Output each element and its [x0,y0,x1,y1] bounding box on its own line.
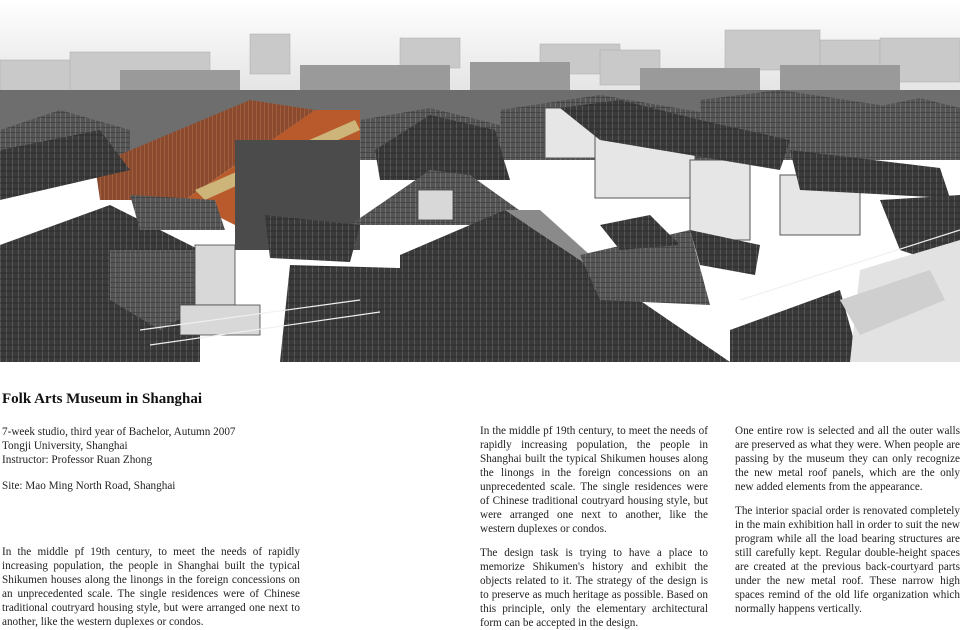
meta-university-line: Tongji University, Shanghai [2,440,128,452]
intro-paragraph-left: In the middle pf 19th century, to meet the needs of rapidly increasing population, the people in Shanghai built the typical Shikumen houses along the linongs in the foreign concessions on an unprecedented scale. The single residences were of Chinese traditional coutryard housing style, but were arranged one next to another, like the western duplexes or condos. [2,546,300,628]
project-title: Folk Arts Museum in Shanghai [2,391,203,407]
meta-studio-line: 7-week studio, third year of Bachelor, Autumn 2007 [2,426,236,438]
project-site: Site: Mao Ming North Road, Shanghai [2,480,176,492]
project-meta [2,425,302,467]
intro-paragraph-middle: In the middle pf 19th century, to meet the needs of rapidly increasing population, the people in Shanghai built the typical Shikumen houses along the linongs in the foreign concessions on an unprecedented scale. The single residences were of Chinese traditional coutryard housing style, but were arranged one next to another, like the western duplexes or condos. [480,425,708,535]
meta-instructor-line: Instructor: Professor Ruan Zhong [2,454,153,466]
design-task-paragraph: The design task is trying to have a place to memorize Shikumen's history and exhibit the objects related to it. The strategy of the design is to preserve as much heritage as possible. Based on this principle, only the elementary architectural form can be accepted in the design. [480,547,708,629]
interior-order-paragraph: The interior spacial order is renovated completely in the main exhibition hall in order to suit the new program while all the load bearing structures are still carefully kept. Regular double-height spaces are created at the previous back-courtyard parts under the new metal roof. These narrow high spaces remind of the old life organization which normally happens vertically. [735,505,960,615]
outer-walls-paragraph: One entire row is selected and all the outer walls are preserved as what they were. When people are passing by the museum they can only recognize the new metal roof panels, which are the only new added elements from the appearance. [735,425,960,493]
